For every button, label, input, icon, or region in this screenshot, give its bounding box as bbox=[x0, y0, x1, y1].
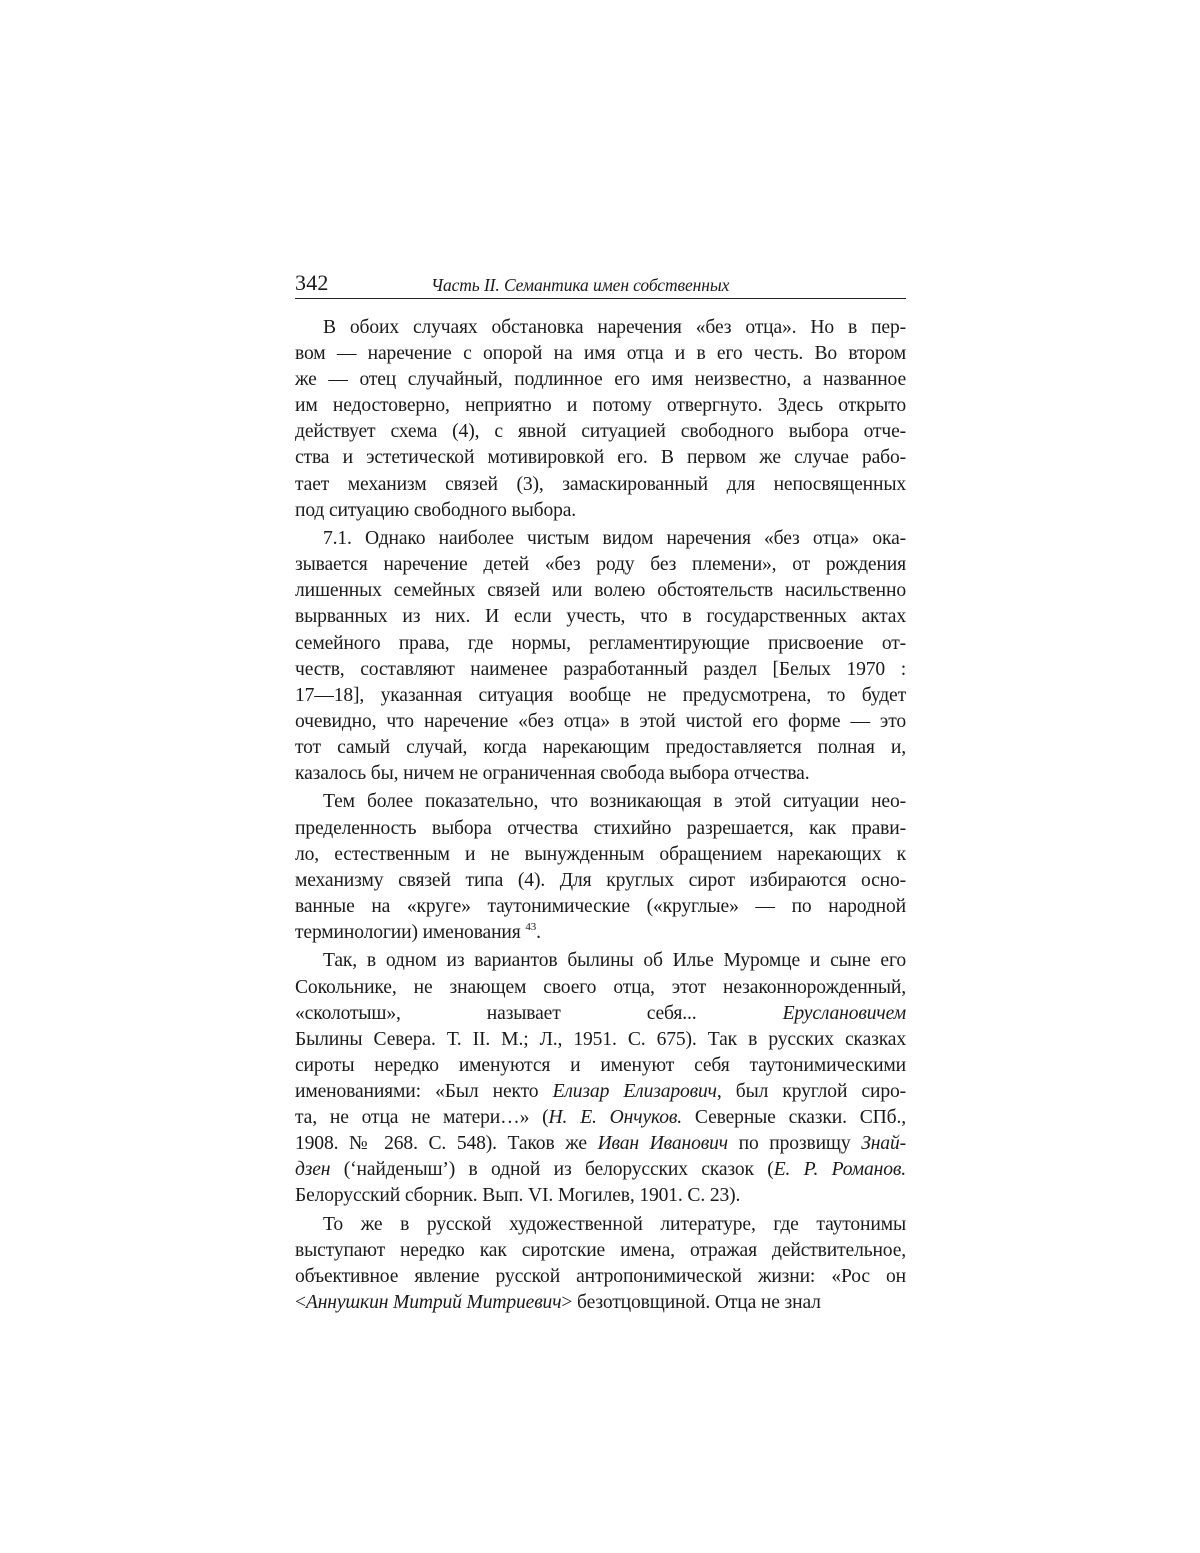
text-run: механизму связей типа (4). Для круглых сирот избираются осно- bbox=[295, 869, 906, 891]
text-line bbox=[295, 1027, 906, 1053]
text-line bbox=[295, 709, 906, 735]
text-line bbox=[295, 1238, 906, 1264]
text-run: В обоих случаях обстановка наречения «без отца». Но в пер- bbox=[323, 317, 906, 338]
text-run: пределенность выбора отчества стихийно разрешается, как прави- bbox=[295, 817, 906, 839]
text-run: Северные сказки. СПб., bbox=[682, 1106, 906, 1128]
text-line bbox=[295, 1053, 906, 1079]
text-line bbox=[295, 526, 906, 552]
text-run: именованиями: «Был некто bbox=[295, 1080, 553, 1102]
text-line bbox=[295, 498, 906, 524]
text-line bbox=[295, 1183, 906, 1209]
text-run: очевидно, что наречение «без отца» в этой чистой его форме — это bbox=[295, 710, 906, 732]
body-text bbox=[295, 315, 906, 1316]
text-run: ло, естественным и не вынужденным обращением нарекающих к bbox=[295, 843, 906, 865]
text-run: Сокольнике, не знающем своего отца, этот незаконнорожденный, bbox=[295, 976, 906, 998]
text-run: семейного права, где нормы, регламентирующие присвоение от- bbox=[295, 632, 906, 654]
text-run: . bbox=[536, 921, 541, 943]
text-line bbox=[295, 445, 906, 471]
running-head bbox=[295, 268, 906, 299]
italic-run: Аннушкин Митрий Митриевич bbox=[305, 1292, 562, 1314]
text-run: честв, составляют наименее разработанный раздел [Белых 1970 : bbox=[295, 658, 906, 680]
text-run: (‘найденыш’) в одной из белорусских сказок ( bbox=[330, 1159, 774, 1181]
text-line bbox=[295, 1105, 906, 1131]
text-line bbox=[295, 1079, 906, 1105]
text-run: Так, в одном из вариантов былины об Илье Муромце и сыне его bbox=[323, 950, 906, 972]
text-line bbox=[295, 419, 906, 445]
text-run: < bbox=[295, 1292, 306, 1314]
page-number: 342 bbox=[295, 270, 329, 295]
italic-run: Еруслановичем bbox=[782, 1002, 906, 1024]
text-line bbox=[295, 552, 906, 578]
text-run: объективное явление русской антропонимической жизни: «Рос он bbox=[295, 1265, 906, 1287]
italic-run: Знай- bbox=[861, 1133, 906, 1155]
paragraph bbox=[295, 315, 906, 524]
text-run: лишенных семейных связей или волею обстоятельств насильственно bbox=[295, 580, 906, 602]
text-line bbox=[295, 894, 906, 920]
text-run: действует схема (4), с явной ситуацией свободного выбора отче- bbox=[295, 421, 906, 443]
text-run: же — отец случайный, подлинное его имя неизвестно, а названное bbox=[295, 369, 906, 391]
text-run: , был круглой сиро- bbox=[716, 1080, 906, 1102]
footnote-ref: 43 bbox=[525, 920, 537, 933]
text-line bbox=[295, 975, 906, 1001]
text-run: ванные на «круге» таутонимические («круглые» — по народной bbox=[295, 895, 906, 917]
text-run: та, не отца не матери…» ( bbox=[295, 1106, 549, 1128]
text-run: сироты нередко именуются и именуют себя таутонимическими bbox=[295, 1054, 906, 1076]
text-line bbox=[295, 315, 906, 341]
text-run: зывается наречение детей «без роду без племени», от рождения bbox=[295, 554, 906, 576]
text-run: вырванных из них. И если учесть, что в государственных актах bbox=[295, 606, 906, 628]
text-run: > безотцовщиной. Отца не знал bbox=[561, 1292, 821, 1314]
text-line bbox=[295, 578, 906, 604]
paragraph bbox=[295, 789, 906, 946]
text-line bbox=[295, 1212, 906, 1238]
italic-run: дзен bbox=[295, 1159, 331, 1181]
text-run: выступают нередко как сиротские имена, отражая действительное, bbox=[295, 1239, 906, 1261]
text-line bbox=[295, 604, 906, 630]
text-run: То же в русской художественной литературе, где таутонимы bbox=[323, 1213, 906, 1235]
text-line bbox=[295, 472, 906, 498]
italic-run: Н. Е. Ончуков. bbox=[548, 1106, 683, 1128]
text-line bbox=[295, 842, 906, 868]
text-line bbox=[295, 683, 906, 709]
text-run: Тем более показательно, что возникающая в этой ситуации нео- bbox=[323, 791, 906, 813]
text-line bbox=[295, 920, 906, 946]
paragraph bbox=[295, 948, 906, 1209]
paragraph bbox=[295, 1212, 906, 1316]
text-line bbox=[295, 789, 906, 815]
text-run: вом — наречение с опорой на имя отца и в его честь. Во втором bbox=[295, 343, 906, 365]
text-line bbox=[295, 1264, 906, 1290]
text-line bbox=[295, 1131, 906, 1157]
text-run: тот самый случай, когда нарекающим предоставляется полная и, bbox=[295, 736, 906, 758]
text-line bbox=[295, 367, 906, 393]
text-line bbox=[295, 1290, 906, 1316]
italic-run: Иван Иванович bbox=[597, 1133, 728, 1155]
paragraph bbox=[295, 526, 906, 787]
text-line bbox=[295, 393, 906, 419]
text-run: им недостоверно, неприятно и потому отвергнуто. Здесь открыто bbox=[295, 395, 906, 417]
text-line bbox=[295, 1001, 906, 1027]
book-page bbox=[295, 268, 906, 1316]
running-title: Часть II. Семантика имен собственных bbox=[431, 275, 730, 295]
text-line bbox=[295, 816, 906, 842]
text-run: «сколотыш», называет себя... bbox=[295, 1002, 783, 1024]
text-run: под ситуацию свободного выбора. bbox=[295, 499, 577, 521]
text-line bbox=[295, 1157, 906, 1183]
text-run: тает механизм связей (3), замаскированный для непосвященных bbox=[295, 473, 906, 495]
text-line bbox=[295, 868, 906, 894]
text-run: 17—18], указанная ситуация вообще не предусмотрена, то будет bbox=[295, 684, 906, 706]
text-run: терминологии) именования bbox=[295, 921, 526, 943]
text-line bbox=[295, 341, 906, 367]
text-line bbox=[295, 657, 906, 683]
text-run: Былины Севера. Т. II. М.; Л., 1951. С. 675). Так в русских сказках bbox=[295, 1028, 906, 1050]
text-run: 7.1. Однако наиболее чистым видом наречения «без отца» ока- bbox=[323, 528, 906, 550]
italic-run: Е. Р. Романов. bbox=[773, 1159, 906, 1181]
text-line bbox=[295, 948, 906, 974]
text-run: Белорусский сборник. Вып. VI. Могилев, 1901. С. 23). bbox=[295, 1185, 741, 1207]
text-run: казалось бы, ничем не ограниченная свобода выбора отчества. bbox=[295, 762, 810, 784]
text-line bbox=[295, 631, 906, 657]
text-run: по прозвищу bbox=[727, 1133, 862, 1155]
text-line bbox=[295, 735, 906, 761]
text-line bbox=[295, 761, 906, 787]
italic-run: Елизар Елизарович bbox=[552, 1080, 717, 1102]
text-run: 1908. № 268. С. 548). Таков же bbox=[295, 1133, 598, 1155]
text-run: ства и эстетической мотивировкой его. В первом же случае рабо- bbox=[295, 447, 906, 469]
